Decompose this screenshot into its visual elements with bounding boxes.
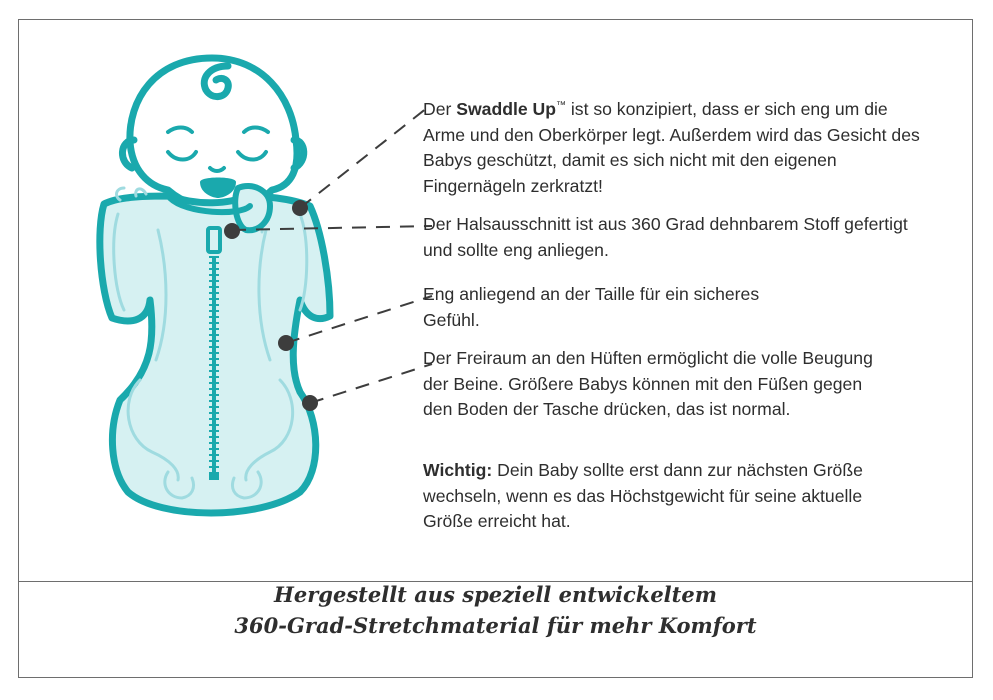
trademark-mark: ™ (555, 100, 566, 111)
footer-line-2: 360-Grad-Stretchmaterial für mehr Komfort (234, 613, 757, 638)
footer-line-1: Hergestellt aus speziell entwickeltem (274, 582, 717, 607)
brand-name: Swaddle Up (456, 99, 556, 119)
leader-hips (310, 364, 432, 403)
callout-hips: Der Freiraum an den Hüften ermöglicht die volle Beugung der Beine. Größere Babys können mit den Füßen gegen den Boden der Tasche drücken, das ist normal. (423, 348, 873, 419)
marker-waist (278, 335, 294, 351)
marker-hips (302, 395, 318, 411)
marker-arms (292, 200, 308, 216)
important-note: Wichtig: Dein Baby sollte erst dann zur nächsten Größe wechseln, wenn es das Höchstgewicht für seine aktuelle Größe erreicht hat. (423, 460, 863, 531)
leader-arms (300, 104, 432, 208)
marker-neck (224, 223, 240, 239)
callout-waist: Eng anliegend an der Taille für ein sicheres Gefühl. (423, 284, 760, 330)
important-label: Wichtig: (423, 460, 493, 480)
footer-tagline (18, 562, 973, 658)
callout-arms: Der Swaddle Up™ ist so konzipiert, dass er sich eng um die Arme und den Oberkörper legt. Außerdem wird das Gesicht des Babys geschützt, damit es sich nicht mit den eigenen Fingernägeln zerkratzt! (423, 99, 920, 196)
callout-neck: Der Halsausschnitt ist aus 360 Grad dehnbarem Stoff gefertigt und sollte eng anliegen. (423, 214, 908, 260)
